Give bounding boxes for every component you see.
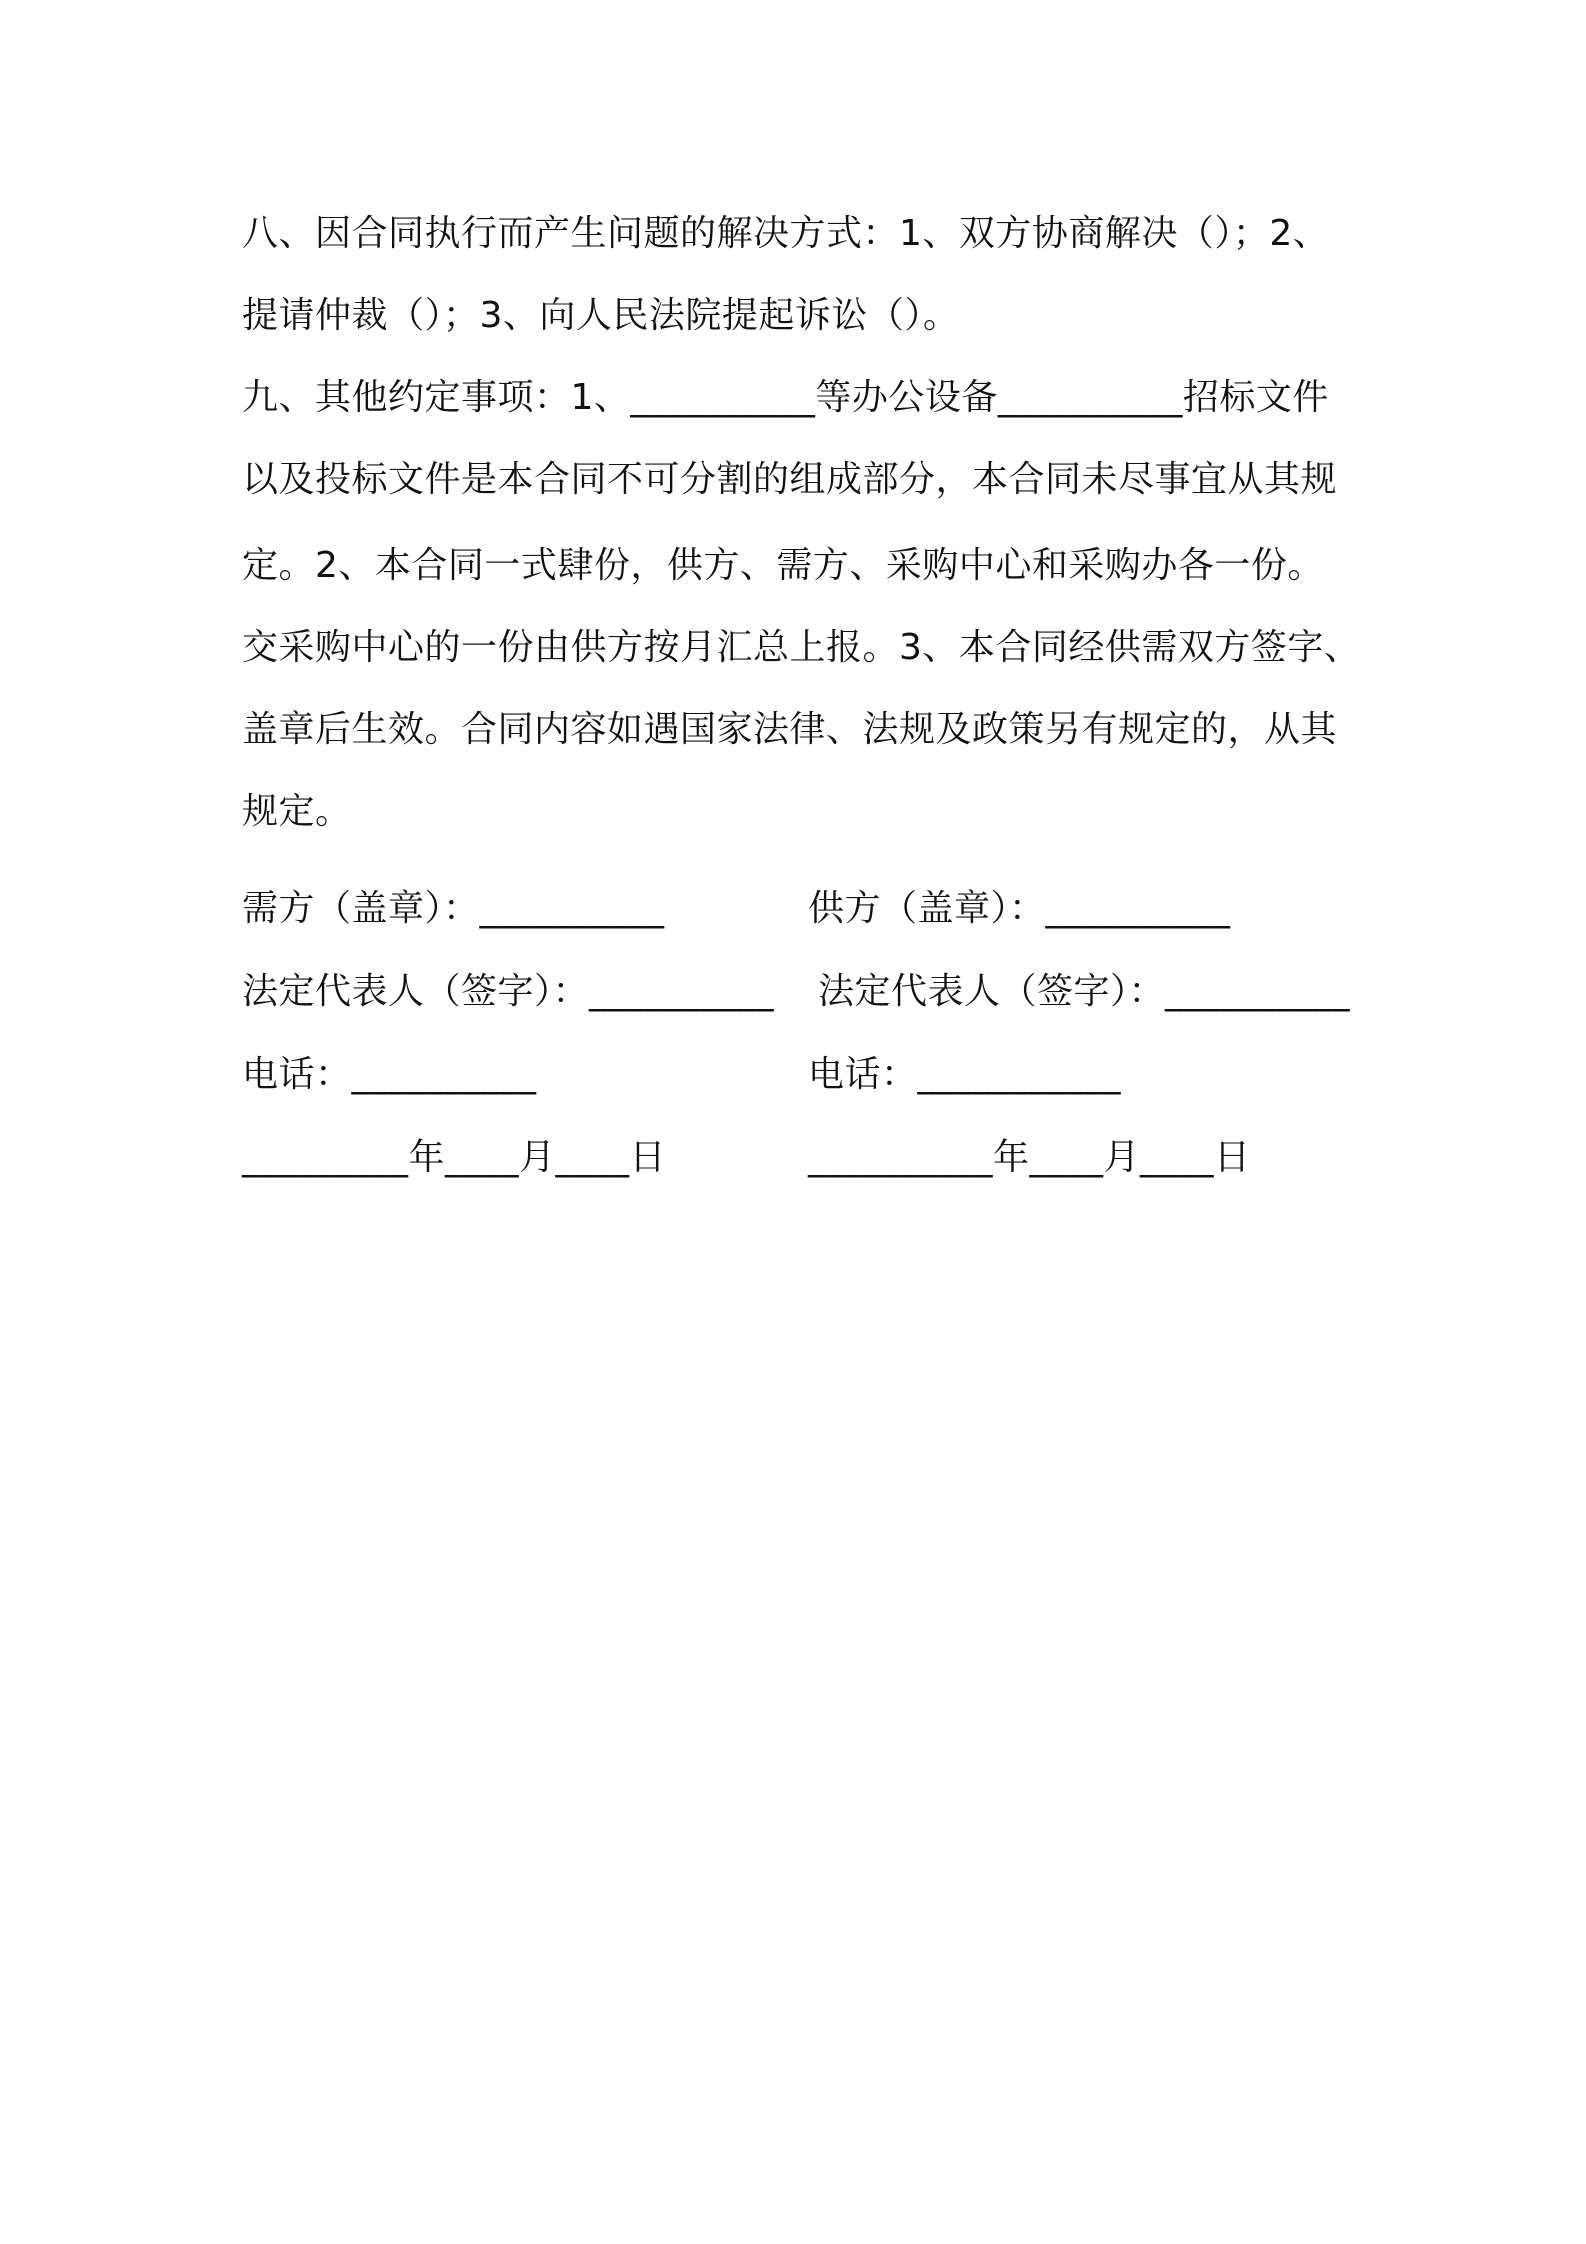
clause-9-line: 定。2、本合同一式肆份，供方、需方、采购中心和采购办各一份。 <box>242 545 1324 586</box>
clause-9-line: 盖章后生效。合同内容如遇国家法律、法规及政策另有规定的，从其 <box>242 709 1338 750</box>
clause-9-line: 九、其他约定事项：1、__________等办公设备__________招标文件 <box>242 377 1329 418</box>
clause-9-line: 以及投标文件是本合同不可分割的组成部分，本合同未尽事宜从其规 <box>242 459 1338 500</box>
clause-9-line: 规定。 <box>242 791 352 832</box>
seller-date-field: __________年____月____日 <box>808 1137 1251 1178</box>
clause-9-other-terms <box>242 357 1362 853</box>
clause-8-line: 提请仲裁（）；3、向人民法院提起诉讼（）。 <box>242 295 960 336</box>
seller-seal-field: 供方（盖章）：__________ <box>808 888 1231 929</box>
seller-representative-field: 法定代表人（签字）：__________ <box>818 971 1351 1012</box>
clause-8-dispute-resolution <box>242 193 1362 357</box>
clause-9-line: 交采购中心的一份由供方按月汇总上报。3、本合同经供需双方签字、 <box>242 627 1361 668</box>
buyer-seal-field: 需方（盖章）：__________ <box>242 888 665 929</box>
seller-phone-field: 电话：___________ <box>808 1054 1122 1095</box>
buyer-phone-field: 电话：__________ <box>242 1054 537 1095</box>
clause-8-line: 八、因合同执行而产生问题的解决方式：1、双方协商解决（）；2、 <box>242 213 1330 254</box>
buyer-date-field: _________年____月____日 <box>242 1137 666 1178</box>
buyer-representative-field: 法定代表人（签字）：__________ <box>242 971 775 1012</box>
